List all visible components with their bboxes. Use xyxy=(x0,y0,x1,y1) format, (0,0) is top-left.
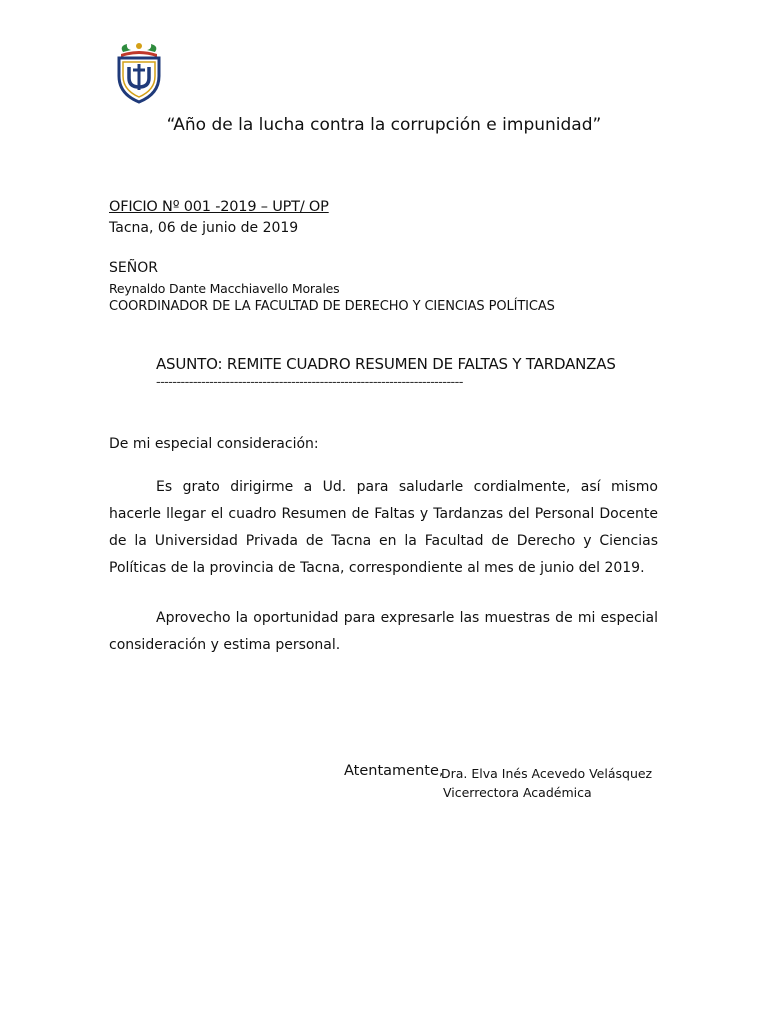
signer-position: Vicerrectora Académica xyxy=(443,785,592,800)
university-crest-icon xyxy=(113,40,165,104)
recipient-name: Reynaldo Dante Macchiavello Morales xyxy=(109,281,340,296)
year-motto: “Año de la lucha contra la corrupción e impunidad” xyxy=(166,115,602,135)
greeting: De mi especial consideración: xyxy=(109,436,319,452)
laurel-right xyxy=(147,44,156,52)
oficio-number: OFICIO Nº 001 -2019 – UPT/ OP xyxy=(109,199,329,215)
signer-name: Dra. Elva Inés Acevedo Velásquez xyxy=(441,766,653,781)
recipient-salutation: SEÑOR xyxy=(109,260,158,276)
subject-line: ASUNTO: REMITE CUADRO RESUMEN DE FALTAS Y TARDANZAS xyxy=(156,355,616,373)
subject-rule: --------------------------------------------------------------------------- xyxy=(156,375,463,390)
body-paragraph-1: Es grato dirigirme a Ud. para saludarle cordialmente, así mismo hacerle llegar el cuadro Resumen de Faltas y Tardanzas del Personal Docente de la Universidad Privada de Tacna en la Facultad de Derecho y Ciencias Políticas de la provincia de Tacna, correspondiente al mes de junio del 2019. xyxy=(109,479,658,576)
laurel-left xyxy=(122,44,131,52)
letter-date: Tacna, 06 de junio de 2019 xyxy=(109,220,299,236)
body-paragraph-2: Aprovecho la oportunidad para expresarle las muestras de mi especial consideración y estima personal. xyxy=(109,610,658,653)
closing: Atentamente, xyxy=(344,763,444,779)
recipient-title: COORDINADOR DE LA FACULTAD DE DERECHO Y CIENCIAS POLÍTICAS xyxy=(109,299,555,314)
